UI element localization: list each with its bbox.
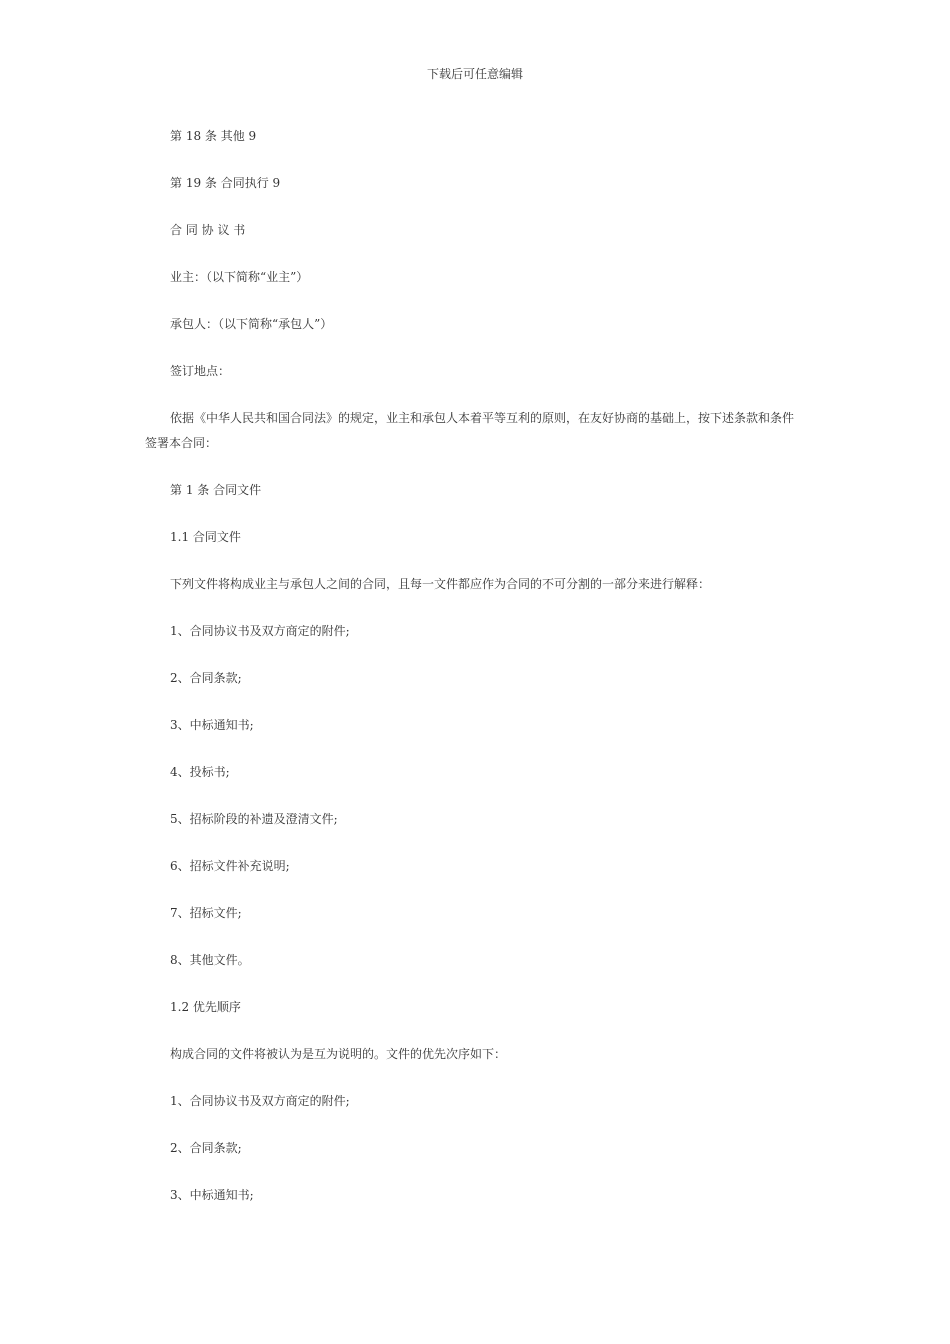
document-body [145, 128, 805, 1234]
list-item: 6、招标文件补充说明; [170, 859, 290, 873]
contract-documents-intro: 下列文件将构成业主与承包人之间的合同，且每一文件都应作为合同的不可分割的一部分来进行解释： [170, 577, 711, 591]
priority-order-intro: 构成合同的文件将被认为是互为说明的。文件的优先次序如下： [170, 1047, 507, 1061]
toc-entry-article-19: 第 19 条 合同执行 9 [170, 176, 281, 190]
list-item: 4、投标书; [170, 765, 230, 779]
list-item: 2、合同条款; [170, 671, 242, 685]
section-1-1-heading: 1.1 合同文件 [170, 530, 241, 544]
article-1-heading: 第 1 条 合同文件 [170, 483, 262, 497]
list-item: 8、其他文件。 [170, 953, 250, 967]
section-1-2-heading: 1.2 优先顺序 [170, 1000, 241, 1014]
agreement-title: 合 同 协 议 书 [170, 223, 246, 237]
party-contractor-line: 承包人：（以下简称“承包人”） [170, 317, 333, 331]
list-item: 1、合同协议书及双方商定的附件; [170, 624, 350, 638]
party-owner-line: 业主：（以下简称“业主”） [170, 270, 309, 284]
page-header: 下载后可任意编辑 [426, 67, 523, 81]
list-item: 1、合同协议书及双方商定的附件; [170, 1094, 350, 1108]
toc-entry-article-18: 第 18 条 其他 9 [170, 129, 257, 143]
list-item: 2、合同条款; [170, 1141, 242, 1155]
preamble-paragraph: 依据《中华人民共和国合同法》的规定，业主和承包人本着平等互利的原则，在友好协商的基础上，按下述条款和条件签署本合同： [145, 411, 795, 450]
list-item: 5、招标阶段的补遗及澄清文件; [170, 812, 338, 826]
list-item: 3、中标通知书; [170, 1188, 254, 1202]
list-item: 7、招标文件; [170, 906, 242, 920]
signing-location-line: 签订地点： [170, 364, 231, 378]
list-item: 3、中标通知书; [170, 718, 254, 732]
